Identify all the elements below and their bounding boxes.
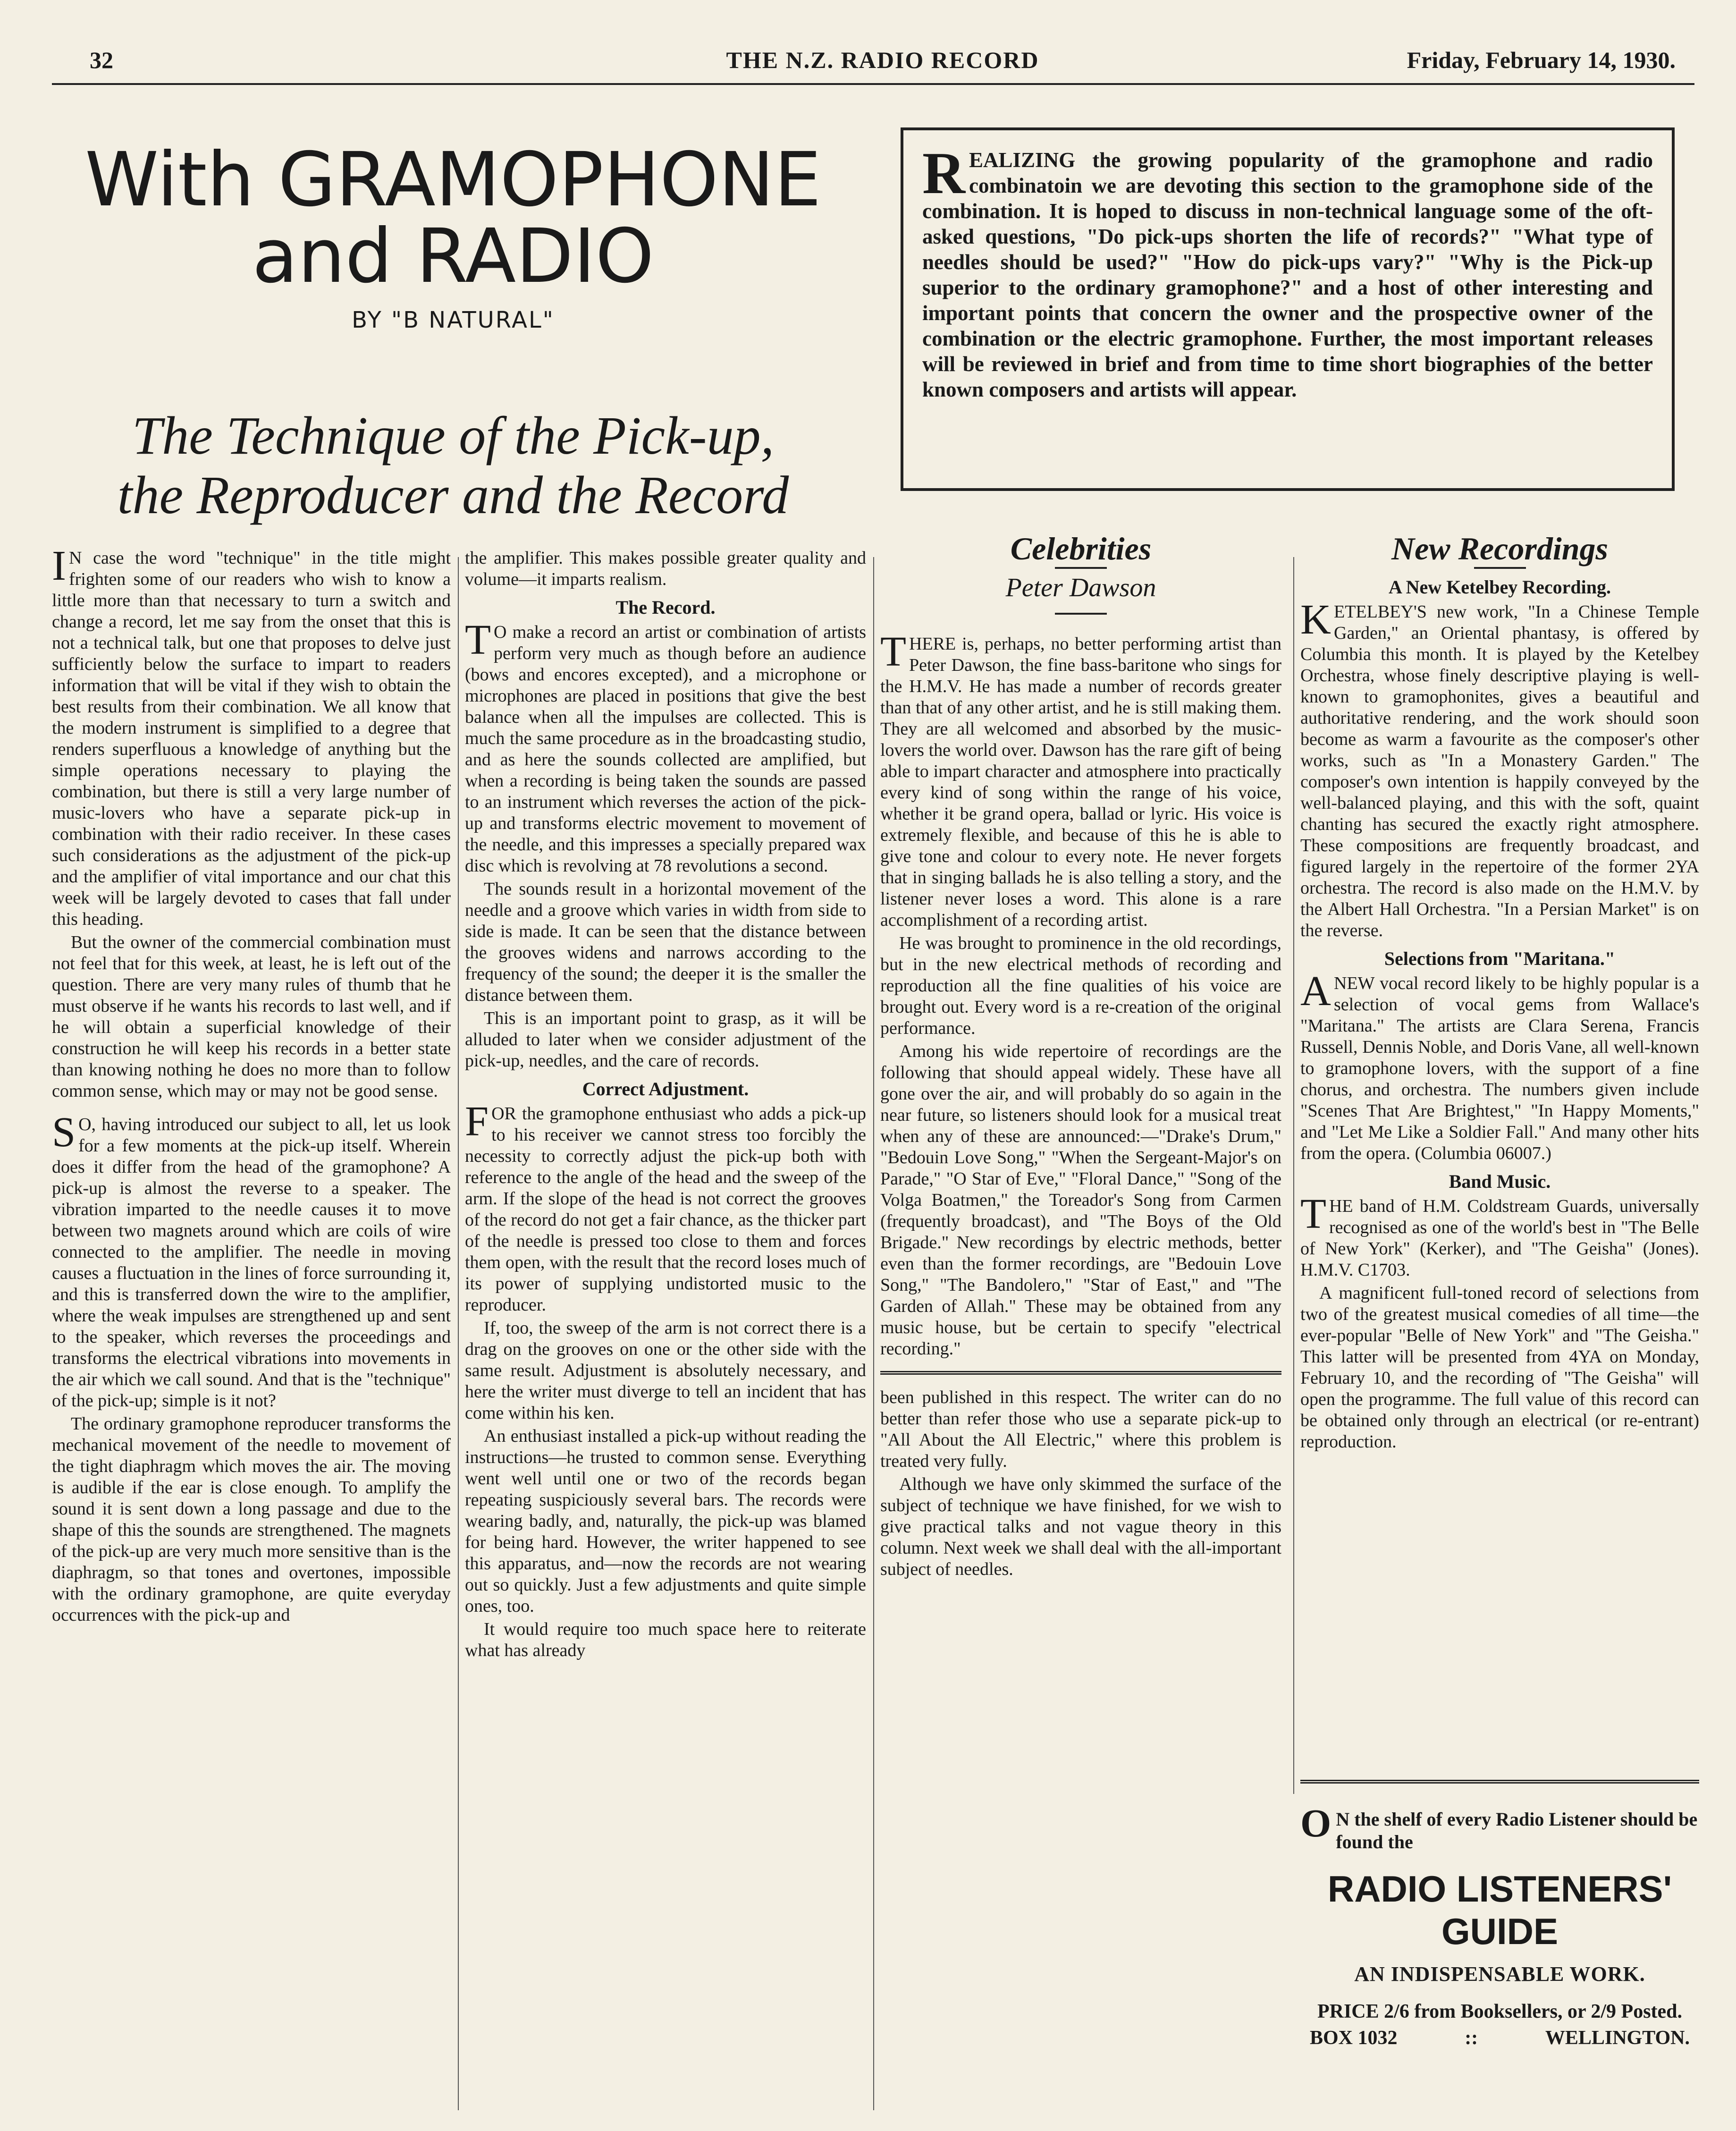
article-paragraph: But the owner of the commercial combination must not feel that for this week, at least, he is left out of the question. There are very many rules of thumb that he must observe if he wants his records to last well, and if he will obtain a superficial knowledge of their construction he will keep his records in a better state than knowing nothing he does no more than to follow common sense, which may or may not be good sense. (52, 932, 451, 1101)
page-number: 32 (90, 47, 113, 73)
section-rule (1300, 1780, 1699, 1784)
subtitle-line1: The Technique of the Pick-up, (132, 406, 775, 465)
dropcap: S (52, 1109, 76, 1156)
section-heading-adjustment: Correct Adjustment. (582, 1078, 749, 1099)
ad-title (1300, 1868, 1699, 1953)
article-paragraph: The ordinary gramophone reproducer transforms the mechanical movement of the needle to movement of the tight diaphragm which moves the air. The moving is audible if the ear is close enough. To amplify the sound it is sent down a long passage and due to the shape of this the sounds are strengthened. The magnets of the pick-up are very much more sensitive than is the diaphragm, so that tones and overtones, impossible with the ordinary gramophone, are quite everyday occurrences with the pick-up and (52, 1414, 451, 1625)
ad-city: WELLINGTON. (1545, 2027, 1690, 2049)
section-heading-record: The Record. (615, 597, 716, 618)
celebrity-paragraph: He was brought to prominence in the old recordings, but in the new electrical methods of recording and reproduction all the fine qualities of his voice are brought out. Every word is a re-creation of the original performance. (880, 933, 1281, 1038)
recording-heading: Band Music. (1449, 1171, 1551, 1192)
feature-title (52, 136, 854, 300)
dropcap: K (1300, 596, 1331, 643)
recording-heading: A New Ketelbey Recording. (1388, 576, 1611, 598)
ad-intro: N the shelf of every Radio Listener should be found the (1336, 1809, 1698, 1852)
issue-date: Friday, February 14, 1930. (1407, 47, 1676, 73)
column-divider (458, 557, 459, 2110)
celebrity-paragraph: Among his wide repertoire of recordings are the following that should appeal widely. These have all gone over the air, and will probably do so again in the near future, so listeners should look for a musical treat when any of these are announced:—"Drake's Drum," "Bedouin Love Song," "When the Sergeant-Major's on Parade," "O Star of Eve," "Floral Dance," "Song of the Volga Boatmen," the Toreador's Song from Carmen (frequently broadcast), and "The Boys of the Old Brigade." New recordings by electric methods, better even than the former recordings, are "Bedouin Love Song," "The Bandolero," "Star of East," and "The Garden of Allah." These may be obtained from any music house, but be certain to specify "electrical recording." (880, 1041, 1281, 1359)
celebrities-column (880, 533, 1281, 2124)
ad-title-line1: RADIO LISTENERS' (1327, 1868, 1672, 1910)
ad-subtitle: AN INDISPENSABLE WORK. (1354, 1962, 1645, 1986)
dropcap: T (880, 628, 906, 675)
article-paragraph: N case the word "technique" in the title might frighten some of our readers who wish to know a little more than that necessary to turn a switch and change a record, let me say from the onset that this is not a technical talk, but one that proposes to delve just sufficiently below the surface to impart to readers information that will be vital if they wish to obtain the best results from their combination. We all know that the modern instrument is simplified to a degree that renders superfluous a knowledge of anything but the simple operations necessary to playing the combination, but there is still a very large number of music-lovers who have a separate pick-up in combination with their radio receiver. In these cases such considerations as the adjustment of the pick-up and the amplifier of vital importance and our chat this week will be largely devoted to cases that fall under this heading. (52, 548, 451, 929)
short-rule (1055, 567, 1107, 569)
ad-title-line2: GUIDE (1441, 1911, 1559, 1952)
article-paragraph: the amplifier. This makes possible greater quality and volume—it imparts realism. (465, 548, 866, 589)
dropcap: A (1300, 968, 1331, 1015)
article-column-1 (52, 548, 451, 2115)
article-paragraph: It would require too much space here to reiterate what has already (465, 1619, 866, 1660)
section-rule (880, 1371, 1281, 1375)
short-rule (1055, 613, 1107, 615)
dropcap: I (52, 548, 66, 589)
guide-advertisement (1300, 1801, 1699, 2072)
ad-separator: :: (1465, 2027, 1478, 2049)
recording-paragraph: ETELBEY'S new work, "In a Chinese Temple Garden," an Oriental phantasy, is offered by Columbia this month. It is played by the Ketelbey Orchestra, whose finely descriptive playing is well-known to gramophonites, gives a beautiful and authoritative rendering, and the work should soon become as warm a favourite as the composer's other works, such as "In a Monastery Garden." The composer's own intention is happily conveyed by the well-balanced playing, and this with the soft, quaint chanting has secured the exactly right atmosphere. These compositions are frequently broadcast, and figured largely in the repertoire of the former 2YA orchestra. The record is also made on the H.M.V. by the Albert Hall Orchestra. "In a Persian Market" is on the reverse. (1300, 602, 1699, 940)
subtitle-line2: the Reproducer and the Record (117, 465, 789, 525)
column-divider (873, 557, 874, 2110)
article-paragraph: The sounds result in a horizontal movement of the needle and a groove which varies in width from side to side is made. It can be seen that the distance between the grooves widens and narrows according to the frequency of the sound; the deeper it is the smaller the distance between them. (465, 879, 866, 1005)
article-paragraph: Although we have only skimmed the surface of the subject of technique we have finished, for we wish to give practical talks and not vague theory in this column. Next week we shall deal with the all-important subject of needles. (880, 1474, 1281, 1579)
article-subtitle (52, 406, 854, 525)
article-paragraph: An enthusiast installed a pick-up without reading the instructions—he trusted to common sense. Everything went well until one or two of the records began repeating suspiciously several bars. The records were wearing badly, and, naturally, the pick-up was blamed for being hard. However, the writer happened to see this apparatus, and—now the records are not wearing out so quickly. Just a few adjustments and quite simple ones, too. (465, 1426, 866, 1616)
article-paragraph: O make a record an artist or combination of artists perform very much as though before an audience (bows and encores excepted), and a microphone or microphones are placed in positions that give the best balance when all the impulses are collected. This is much the same procedure as in the broadcasting studio, and as here the sounds collected are amplified, but when a recording is being taken the sounds are passed to an instrument which reverses the action of the pick-up and transforms electric movement to movement of the needle, and this impresses a specially prepared wax disc which is revolving at 78 revolutions a second. (465, 622, 866, 876)
celebrity-paragraph: HERE is, perhaps, no better performing artist than Peter Dawson, the fine bass-baritone who sings for the H.M.V. He has made a number of records greater than that of any other artist, and he is still making them. They are all welcomed and absorbed by the music-lovers the world over. Dawson has the rare gift of being able to impart character and atmosphere into practically every kind of song within the range of his voice, whether it be grand opera, ballad or lyric. His voice is extremely flexible, and because of this he is able to give tone and colour to every note. He never forgets that in singing ballads he is also telling a story, and the listener never loses a word. This alone is a rare accomplishment of a recording artist. (880, 634, 1281, 930)
intro-box (901, 127, 1675, 491)
article-column-2 (465, 548, 866, 2115)
new-recordings-heading: New Recordings (1391, 533, 1608, 567)
dropcap: T (1300, 1191, 1326, 1237)
ad-box: BOX 1032 (1310, 2027, 1398, 2049)
header-rule (52, 83, 1694, 85)
article-paragraph: OR the gramophone enthusiast who adds a pick-up to his receiver we cannot stress too forcibly the necessity to correctly adjust the pick-up both with reference to the angle of the head and the sweep of the arm. If the slope of the head is not correct the grooves of the record do not get a fair chance, as the thicker part of the needle is pressed too close to them and forces them open, with the result that the record loses much of its power of supplying undistorted music to the reproducer. (465, 1104, 866, 1315)
article-paragraph: This is an important point to grasp, as it will be alluded to later when we consider adjustment of the pick-up, needles, and the care of records. (465, 1008, 866, 1071)
celebrities-heading: Celebrities (1010, 533, 1152, 567)
intro-dropcap: R (922, 141, 965, 206)
feature-title-line2: and RADIO (252, 213, 654, 300)
recording-paragraph: NEW vocal record likely to be highly popular is a selection of vocal gems from Wallace's "Maritana." The artists are Clara Serena, Francis Russell, Dennis Noble, and Doris Vane, all well-known to gramophone lovers, with the support of a fine chorus, and orchestra. The numbers given include "Scenes That Are Brightest," "In Happy Moments," and "Let Me Like a Soldier Fall." And many other hits from the opera. (Columbia 06007.) (1300, 973, 1699, 1163)
intro-text: EALIZING the growing popularity of the gramophone and radio combinatoin we are devoting this section to the gramophone side of the combination. It is hoped to discuss in non-technical language some of the oft-asked questions, "Do pick-ups shorten the life of records?" "What type of needles should be used?" "How do pick-ups vary?" "Why is the Pick-up superior to the ordinary gramophone?" and a host of other interesting and important points that concern the owner and the prospective owner of the combination or the electric gramophone. Further, the most important releases will be reviewed in brief and from time to time short biographies of the better known composers and artists will appear. (922, 148, 1653, 401)
ad-dropcap: O (1300, 1801, 1331, 1845)
feature-title-line1: With GRAMOPHONE (84, 136, 822, 223)
short-rule (1474, 567, 1526, 569)
celebrity-name: Peter Dawson (1005, 573, 1156, 602)
ad-address (1300, 2027, 1699, 2049)
byline: BY "B NATURAL" (352, 307, 555, 333)
dropcap: T (465, 617, 491, 663)
new-recordings-column (1300, 533, 1699, 1780)
article-paragraph: O, having introduced our subject to all, let us look for a few moments at the pick-up itself. Wherein does it differ from the head of the gramophone? A pick-up is almost the reverse to a speaker. The vibration imparted to the needle causes it to move between two magnets around which are coils of wire connected to the amplifier. The needle in moving causes a fluctuation in the lines of force surrounding it, and this is transferred down the wire to the amplifier, where the weak impulses are strengthened up and sent to the speaker, which reverses the proceedings and transforms the electrical vibrations into movements in the air which we call sound. And that is the "technique" of the pick-up; simple is it not? (52, 1115, 451, 1411)
recording-paragraph: HE band of H.M. Coldstream Guards, universally recognised as one of the world's best in "The Belle of New York" (Kerker), and "The Geisha" (Jones). H.M.V. C1703. (1300, 1196, 1699, 1280)
masthead: THE N.Z. RADIO RECORD (726, 47, 1039, 73)
dropcap: F (465, 1098, 489, 1145)
page-header (90, 42, 1676, 84)
recording-paragraph: A magnificent full-toned record of selections from two of the greatest musical comedies of all time—the ever-popular "Belle of New York" and "The Geisha." This latter will be presented from 4YA on Monday, February 10, and the recording of "The Geisha" will open the programme. The full value of this record can be obtained only through an electrical (or re-entrant) reproduction. (1300, 1283, 1699, 1452)
column-divider (1293, 557, 1294, 1794)
article-paragraph: If, too, the sweep of the arm is not correct there is a drag on the grooves on one or the other side with the same result. Adjustment is absolutely necessary, and here the writer must diverge to tell an incident that has come within his ken. (465, 1318, 866, 1423)
recording-heading: Selections from "Maritana." (1384, 948, 1616, 969)
article-paragraph: been published in this respect. The writer can do no better than refer those who use a separate pick-up to "All About the All Electric," where this problem is treated very fully. (880, 1387, 1281, 1471)
ad-price: PRICE 2/6 from Booksellers, or 2/9 Posted. (1317, 2001, 1683, 2022)
